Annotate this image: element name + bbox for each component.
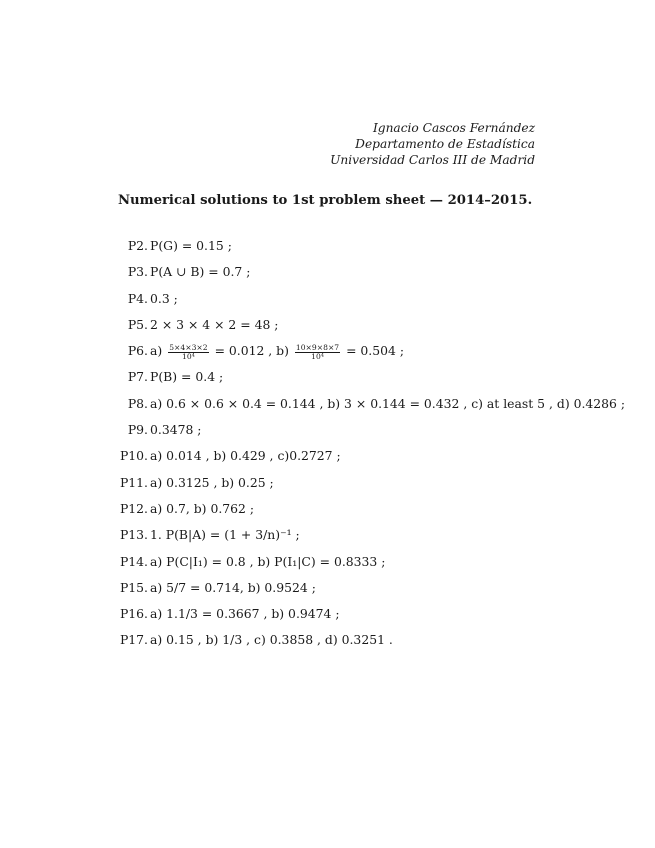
list-item (118, 475, 548, 501)
list-item (118, 448, 548, 474)
list-item (118, 606, 548, 632)
problem-answer: a) 0.15 , b) 1/3 , c) 0.3858 , d) 0.3251 . (150, 632, 393, 648)
problem-label: P11. (119, 474, 148, 490)
problem-label: P7. (127, 369, 148, 385)
problem-answer: P(G) = 0.15 ; (150, 238, 232, 253)
fraction-a-numerator: 5×4×3×2 (169, 343, 208, 353)
problem-answer: a) 1.1/3 = 0.3667 , b) 0.9474 ; (150, 606, 340, 622)
list-item (118, 343, 548, 369)
problem-label: P3. (127, 264, 148, 280)
part-a-result: = 0.012 , b) (214, 343, 289, 359)
problem-label: P2. (127, 238, 148, 253)
part-a-prefix: a) (150, 343, 163, 359)
list-item (118, 501, 548, 527)
problem-label: P10. (119, 448, 148, 464)
problem-label: P14. (119, 553, 148, 569)
problem-label: P5. (127, 316, 148, 332)
problem-label: P16. (119, 606, 148, 622)
problem-answer: a) 0.7, b) 0.762 ; (150, 500, 255, 516)
document-title: Numerical solutions to 1st problem sheet — 2014–2015. (118, 193, 533, 208)
solutions-list (118, 238, 626, 659)
problem-label: P17. (119, 632, 148, 648)
problem-answer: 1. P(B|A) = (1 + 3/n)⁻¹ ; (150, 527, 300, 543)
list-item (118, 291, 548, 317)
problem-label: P12. (119, 500, 148, 516)
list-item (118, 264, 548, 290)
problem-answer: a) 0.6 × 0.6 × 0.4 = 0.144 , b) 3 × 0.144 = 0.432 , c) at least 5 , d) 0.4286 ; (150, 395, 626, 411)
list-item (118, 632, 548, 658)
part-b-result: = 0.504 ; (346, 343, 404, 359)
problem-answer (150, 343, 404, 361)
fraction-a (168, 344, 208, 361)
problem-answer: a) 0.3125 , b) 0.25 ; (150, 474, 274, 490)
author-name: Ignacio Cascos Fernández (372, 121, 535, 135)
problem-answer: 0.3478 ; (150, 422, 202, 438)
list-item (118, 580, 548, 606)
problem-label: P9. (127, 422, 148, 438)
problem-label: P6. (127, 343, 148, 359)
list-item (118, 422, 548, 448)
problem-answer: P(B) = 0.4 ; (150, 369, 224, 385)
problem-answer: a) 0.014 , b) 0.429 , c)0.2727 ; (150, 448, 341, 464)
problem-answer: 0.3 ; (150, 290, 178, 306)
problem-label: P15. (119, 579, 148, 595)
list-item (118, 369, 548, 395)
author-block (330, 120, 535, 168)
list-item (118, 317, 548, 343)
fraction-b-numerator: 10×9×8×7 (295, 343, 340, 353)
list-item (118, 527, 548, 553)
problem-answer: a) 5/7 = 0.714, b) 0.9524 ; (150, 579, 316, 595)
fraction-b-denominator: 10⁴ (311, 352, 324, 362)
fraction-a-denominator: 10⁴ (182, 352, 195, 362)
list-item (118, 395, 626, 422)
list-item (118, 554, 548, 580)
problem-label: P4. (127, 290, 148, 306)
author-department: Departamento de Estadística (355, 137, 535, 151)
author-university: Universidad Carlos III de Madrid (330, 153, 535, 167)
problem-label: P8. (127, 395, 148, 411)
problem-label: P13. (119, 527, 148, 543)
problem-answer: 2 × 3 × 4 × 2 = 48 ; (150, 316, 279, 332)
fraction-b (295, 344, 340, 361)
problem-answer: P(A ∪ B) = 0.7 ; (150, 264, 251, 280)
list-item (118, 238, 548, 264)
problem-answer: a) P(C|I₁) = 0.8 , b) P(I₁|C) = 0.8333 ; (150, 553, 386, 569)
